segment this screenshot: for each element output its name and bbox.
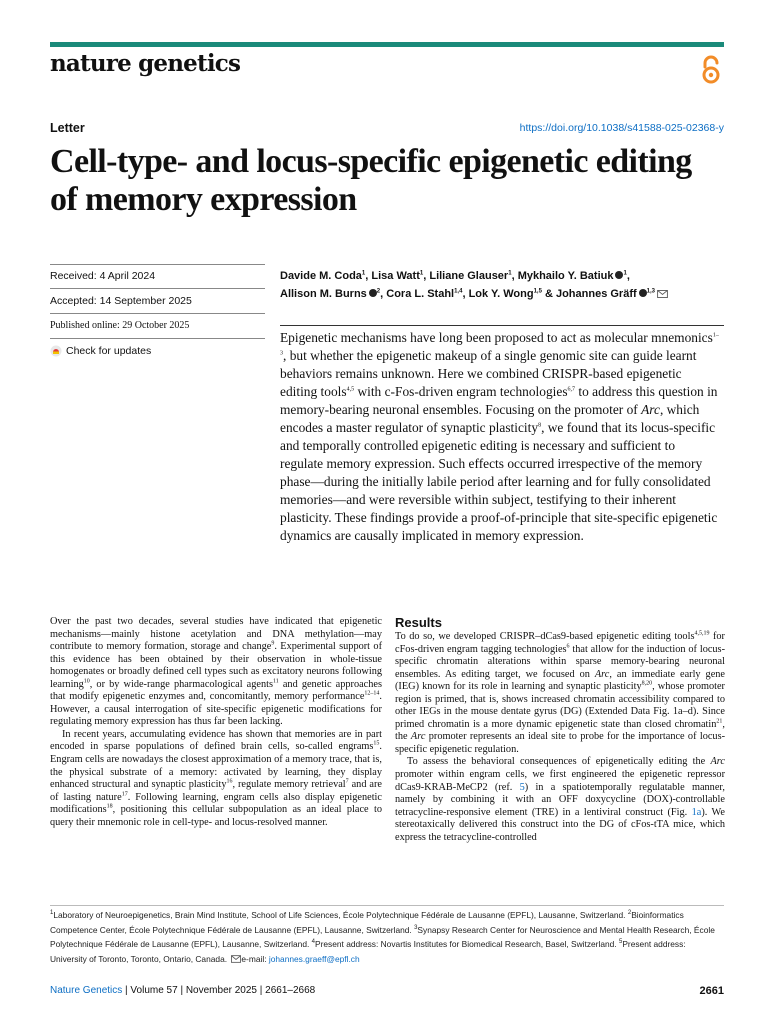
inline-link[interactable]: johannes.graeff@epfl.ch	[268, 953, 360, 964]
accepted-date: Accepted: 14 September 2025	[50, 295, 192, 307]
author-list	[280, 267, 720, 303]
affiliation-text: Synapsy Research Center for Neuroscience and Mental Health Research, École Polytechnique Fédérale de Lausanne (EPFL), Lausanne, Switzerland.	[50, 924, 715, 949]
body-text: . Experimental support of this evidence has been obtained by their observation in whole-tissue homogenates or broadly defined cell types such as excitatory neurons following learning	[50, 641, 382, 690]
body-paragraph	[395, 631, 725, 756]
check-for-updates-button[interactable]	[50, 345, 151, 357]
footer-volume-info: | Volume 57 | November 2025 | 2661–2668	[122, 985, 316, 996]
body-text: , the	[395, 718, 725, 743]
body-text: ) in a spatiotemporally regulatable manner, namely by combining it with an OFF doxycycline (DOX)-controllable tetracycline-responsive element (TRE) in a lentiviral construct (Fig.	[395, 781, 725, 818]
body-text: for cFos-driven engram tagging technologies	[395, 631, 725, 655]
meta-divider	[50, 313, 265, 314]
reference-citation[interactable]: 4,5,19	[694, 630, 710, 637]
check-updates-icon	[50, 345, 62, 357]
reference-citation[interactable]: 18	[106, 803, 113, 810]
body-text: , regulate memory retrieval	[232, 779, 346, 791]
reference-citation[interactable]: 4,5	[346, 386, 355, 393]
author-separator: ,	[511, 270, 518, 282]
meta-divider	[50, 338, 265, 339]
meta-divider	[50, 264, 265, 265]
doi-link[interactable]: https://doi.org/10.1038/s41588-025-02368-y	[519, 122, 724, 134]
author-affiliation: 1,4	[454, 288, 463, 295]
email-icon[interactable]	[657, 290, 668, 298]
open-access-icon	[700, 55, 722, 85]
abstract-divider	[280, 325, 724, 326]
author-affiliation: 1	[361, 270, 366, 277]
affiliation-text: Bioinformatics Competence Center, École Polytechnique Fédérale de Lausanne (EPFL), Lausanne, Switzerland.	[50, 910, 684, 935]
author-name: Johannes Gräff	[555, 288, 637, 300]
abstract-text: , but whether the epigenetic makeup of a single genomic site can guide learnt behaviors remains unknown. Here we combined CRISPR-based epigenetic editing tools	[280, 348, 697, 399]
author-name: Allison M. Burns	[280, 288, 367, 300]
inline-link[interactable]: 1a	[691, 806, 702, 818]
author-separator: ,	[423, 270, 430, 282]
author-separator: &	[541, 288, 556, 300]
reference-citation[interactable]: 21	[716, 718, 723, 725]
check-updates-label: Check for updates	[66, 345, 152, 357]
author-affiliation: 1	[419, 270, 424, 277]
orcid-icon[interactable]	[369, 289, 377, 297]
email-icon[interactable]	[231, 955, 241, 963]
author-affiliation: 2	[376, 288, 381, 295]
author-name: Cora L. Stahl	[386, 288, 455, 300]
reference-citation[interactable]: 11	[272, 678, 279, 685]
author-affiliation: 1	[508, 270, 512, 277]
body-text: Arc	[710, 756, 725, 768]
reference-citation[interactable]: 2	[627, 910, 632, 917]
author-name: Lisa Watt	[371, 270, 420, 282]
body-left-column	[50, 616, 382, 829]
author-separator: ,	[365, 270, 372, 282]
reference-citation[interactable]: 1–3	[280, 332, 719, 357]
body-text: and genetic approaches that modify epigenetic enzymes and, concomitantly, memory performance	[50, 678, 382, 703]
reference-citation[interactable]: 8,20	[641, 680, 653, 687]
body-text: promoter within engram cells, we first engineered the epigenetic repressor dCas9-KRAB-MeCP2 (ref.	[395, 769, 725, 793]
author-affiliation: 1,3	[646, 288, 655, 295]
reference-citation[interactable]: 1	[50, 910, 54, 917]
received-date: Received: 4 April 2024	[50, 270, 156, 282]
affiliation-text: e-mail:	[241, 953, 269, 964]
abstract-text: , we found that its locus-specific and temporally controlled epigenetic editing is necessary and sufficient to regulate memory expression. Such effects occurred irrespective of the memory phase—during the initially labile period after learning and for fully consolidated memories—and were reversible within subject, testifying to their inherent plasticity. These findings provide a proof-of-principle that site-specific epigenetic dynamics are causally implicated in memory expression.	[280, 420, 718, 543]
page-number: 2661	[699, 985, 724, 997]
reference-citation[interactable]: 10	[83, 678, 90, 685]
reference-citation[interactable]: 17	[121, 791, 128, 798]
journal-name: nature genetics	[50, 50, 241, 77]
body-right-column	[395, 615, 725, 844]
affiliation-text: Present address: Novartis Institutes for Biomedical Research, Basel, Switzerland.	[315, 939, 619, 949]
body-text: , whose promoter region is primed, that is, shows increased chromatin accessibility compared to other IEGs in the mouse dentate gyrus (DG) (Extended Data Fig. 1a–d). Since primed chromatin is a more dynamic epigenetic state than closed chromatin	[395, 681, 725, 730]
orcid-icon[interactable]	[639, 289, 647, 297]
author-name: Davide M. Coda	[280, 270, 362, 282]
abstract-text: Epigenetic mechanisms have long been proposed to act as molecular mnemonics	[280, 330, 713, 345]
abstract-text: with c-Fos-driven engram technologies	[354, 384, 568, 399]
author-separator: ,	[380, 288, 387, 300]
body-text: promoter represents an ideal site to probe for the importance of locus-specific epigenetic regulation.	[395, 731, 726, 755]
body-text: To assess the behavioral consequences of epigenetically editing the	[407, 756, 711, 768]
author-name: Liliane Glauser	[429, 270, 509, 282]
published-date: Published online: 29 October 2025	[50, 320, 190, 331]
affiliations	[50, 908, 724, 966]
abstract-text: Arc	[641, 402, 660, 417]
article-type: Letter	[50, 121, 85, 135]
body-text: ). We stereotaxically delivered this construct into the DG of cFos-tTA mice, which express the tetracycline-controlled	[395, 806, 725, 843]
reference-citation[interactable]: 3	[414, 924, 418, 931]
body-text: . Engram cells are nowadays the closest approximation of a memory trace, that is, the physical substrate of a memory: activated by learning, they display enhanced structural and synaptic plasticity	[50, 741, 382, 791]
footnote-divider	[50, 905, 724, 906]
affiliation-text: Laboratory of Neuroepigenetics, Brain Mind Institute, School of Life Sciences, École Polytechnique Fédérale de Lausanne (EPFL), Lausanne, Switzerland.	[53, 910, 628, 920]
body-text: that allow for the induction of locus-specific chromatin alterations within sparse memory-bearing neuronal ensembles. As editing target, we focused on	[395, 643, 725, 680]
abstract-text: , which encodes a master regulator of synaptic plasticity	[280, 402, 700, 435]
body-text: , an immediate early gene (IEG) known for its role in learning and synaptic plasticity	[395, 668, 725, 693]
abstract-text: to address this question in memory-bearing neuronal ensembles. Focusing on the promoter of	[280, 384, 718, 417]
reference-citation[interactable]: 4	[311, 939, 315, 946]
meta-divider	[50, 288, 265, 289]
body-text: , or by wide-range pharmacological agents	[89, 678, 273, 690]
author-separator: ,	[626, 270, 630, 282]
author-name: Mykhailo Y. Batiuk	[517, 270, 614, 282]
body-text: Arc	[594, 668, 610, 680]
inline-link[interactable]: 5	[519, 781, 525, 793]
reference-citation[interactable]: 5	[618, 939, 623, 946]
abstract	[280, 329, 720, 545]
body-paragraph	[395, 756, 725, 844]
article-title: Cell-type- and locus-specific epigenetic editing of memory expression	[50, 143, 692, 218]
author-affiliation: 1	[623, 270, 627, 277]
reference-citation[interactable]: 9	[271, 640, 275, 647]
reference-citation[interactable]: 6	[566, 643, 570, 650]
author-affiliation: 1,5	[533, 288, 542, 295]
page-footer	[50, 985, 315, 996]
reference-citation[interactable]: 8	[538, 422, 542, 429]
body-text: Over the past two decades, several studies have indicated that epigenetic mechanisms—mainly histone acetylation and DNA methylation—may contribute to memory formation, storage and change	[50, 616, 382, 653]
body-text: To do so, we developed CRISPR–dCas9-based epigenetic editing tools	[395, 631, 695, 642]
reference-citation[interactable]: 6,7	[567, 386, 576, 393]
results-heading: Results	[395, 615, 442, 630]
header-accent-bar	[50, 42, 724, 47]
reference-citation[interactable]: 12–14	[364, 690, 380, 697]
body-text: . Following learning, engram cells also display epigenetic modifications	[50, 791, 382, 816]
body-text: , positioning this cellular subpopulation as an ideal place to query their mnemonic role in cell-type- and locus-resolved manner.	[50, 804, 382, 828]
affiliation-text: Present address: University of Toronto, Toronto, Ontario, Canada.	[50, 939, 686, 964]
reference-citation[interactable]: 15	[373, 741, 380, 748]
body-paragraph	[50, 729, 382, 829]
body-text: In recent years, accumulating evidence has shown that memories are in part encoded in sparse populations of defined brain cells, so-called engrams	[50, 728, 382, 753]
footer-journal-link[interactable]: Nature Genetics	[50, 985, 123, 996]
results-text	[395, 631, 725, 844]
body-text: and are of lasting nature	[50, 779, 382, 803]
body-paragraph	[50, 616, 382, 729]
author-name: Lok Y. Wong	[468, 288, 534, 300]
reference-citation[interactable]: 16	[226, 778, 233, 785]
body-text: . However, a causal interrogation of site-specific epigenetic modifications for regulating memory expression has thus far been lacking.	[50, 691, 382, 728]
reference-citation[interactable]: 7	[345, 778, 349, 785]
body-text: Arc	[410, 731, 426, 743]
author-separator: ,	[462, 288, 469, 300]
